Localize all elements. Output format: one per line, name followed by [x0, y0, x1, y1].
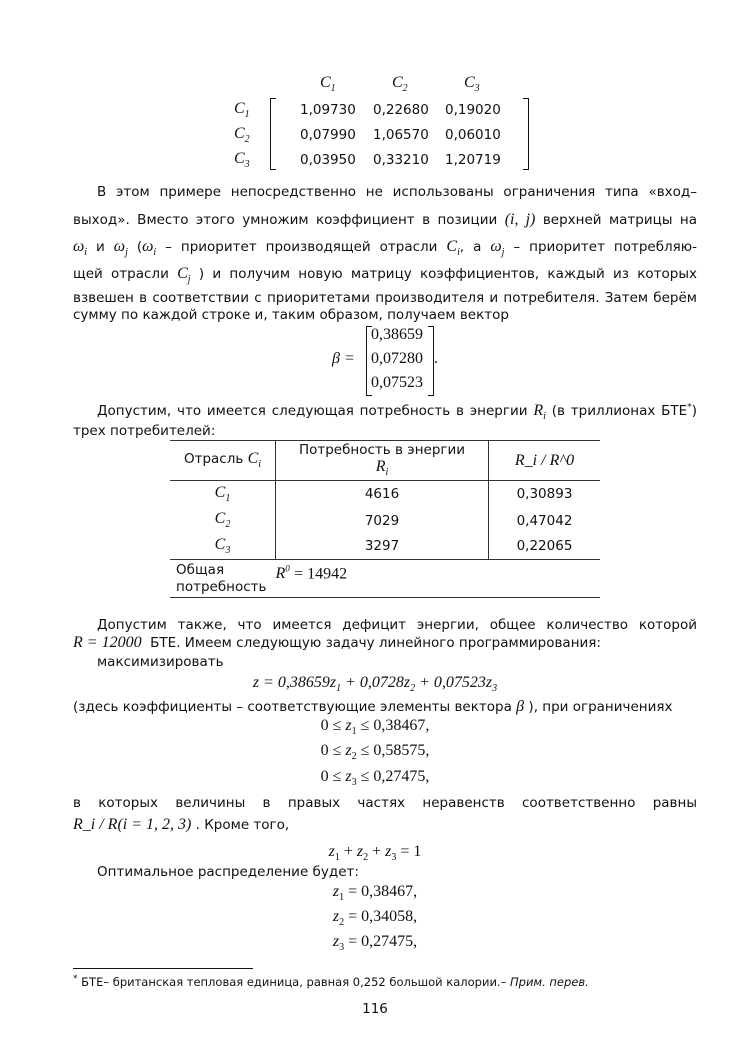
table-row: $C_1$ 4616 0,30893 — [170, 481, 600, 508]
text: щей отрасли — [73, 266, 169, 282]
paragraph-line: $\omega_i$ и $\omega_j$ ($\omega_i$ – приоритет производящей отрасли $C_i$, а $\omega_j$ – приоритет потребляю- — [73, 238, 698, 259]
paragraph-line: максимизировать — [97, 654, 224, 670]
share-header: R_i / R^0 — [514, 451, 575, 469]
col-header: $C_2$ — [392, 74, 408, 95]
text: БТЕ. Имеем следующую задачу линейного программирования: — [150, 635, 601, 651]
paragraph-line: Допустим также, что имеется дефицит энергии, общее количество которой — [97, 617, 697, 633]
col-header: $C_3$ — [464, 74, 480, 95]
energy-demand-table — [170, 440, 600, 598]
math: R = 12000 — [73, 634, 142, 651]
paragraph-line: сумму по каждой строке и, таким образом, получаем вектор — [73, 307, 509, 323]
row-label: $C_3$ — [234, 150, 250, 171]
total-row: Общая потребность $R^0 = 14942$ — [170, 560, 600, 598]
math: $\omega_i$ — [73, 238, 88, 259]
cell: 0,19020 — [445, 102, 501, 118]
objective-function: $z = 0,38659z_1 + 0,0728z_2 + 0,07523z_3$ — [252, 674, 498, 695]
text: (в триллионах БТЕ*) — [551, 402, 697, 419]
text: , а — [459, 239, 482, 255]
footnote: * БТЕ– британская тепловая единица, равная 0,252 большой калории.– Прим. перев. — [73, 974, 589, 989]
paragraph-line — [73, 634, 697, 652]
paragraph-line — [73, 211, 697, 229]
cell: 0,07990 — [300, 127, 356, 143]
vector-value: 0,07280 — [371, 350, 423, 367]
paragraph-line: взвешен в соответствии с приоритетами производителя и потребителя. Затем берём — [73, 290, 697, 306]
math: $C_i$ — [446, 238, 460, 259]
left-bracket — [270, 98, 276, 170]
col-header: $C_1$ — [320, 74, 336, 95]
cell: 0,06010 — [445, 127, 501, 143]
right-bracket — [523, 98, 529, 170]
text: выход». Вместо этого умножим коэффициент в позиции — [73, 212, 498, 228]
optimal-value: $z_1 = 0,38467$, — [332, 883, 418, 904]
constraint: $0 \le z_3 \le 0,27475$, — [320, 768, 430, 789]
math: (i, j) — [504, 211, 536, 228]
cell: 1,09730 — [300, 102, 356, 118]
row-label: $C_2$ — [234, 125, 250, 146]
text: – приоритет потребляю- — [513, 239, 698, 255]
math: $\omega_j$ — [113, 238, 128, 259]
paragraph-line — [73, 402, 697, 422]
optimal-value: $z_3 = 0,27475$, — [332, 933, 418, 954]
text: Допустим, что имеется следующая потребность в энергии — [97, 403, 528, 419]
cell: 0,22680 — [373, 102, 429, 118]
cell: 0,03950 — [300, 152, 356, 168]
paragraph-line: трех потребителей: — [73, 423, 216, 439]
header-cell: Отрасль $C_i$ — [170, 441, 276, 481]
constraint: $0 \le z_2 \le 0,58575$, — [320, 742, 430, 763]
vector-value: 0,07523 — [371, 374, 423, 391]
beta-symbol: β = — [332, 350, 355, 367]
page-number: 116 — [362, 1001, 388, 1017]
text: и — [96, 239, 105, 255]
text: – приоритет производящей отрасли — [165, 239, 438, 255]
cell: 1,20719 — [445, 152, 501, 168]
vector-value: 0,38659 — [371, 326, 423, 343]
math: $\omega_j$ — [490, 238, 505, 259]
paragraph-line — [73, 265, 697, 285]
footnote-divider — [73, 968, 253, 969]
header-cell: Потребность в энергии $R_i$ — [276, 441, 489, 481]
text: ) и получим новую матрицу коэффициентов, каждый из которых — [198, 266, 697, 282]
cell: 0,33210 — [373, 152, 429, 168]
sum-equation: $z_1 + z_2 + z_3 = 1$ — [328, 843, 422, 864]
math: $C_j$ — [177, 265, 191, 286]
optimal-value: $z_2 = 0,34058$, — [332, 908, 418, 929]
paragraph-line: Оптимальное распределение будет: — [97, 864, 359, 880]
paragraph-line: в которых величины в правых частях неравенств соответственно равны — [73, 795, 697, 811]
header-cell — [489, 441, 601, 481]
text: верхней матрицы на — [542, 212, 698, 228]
paragraph-line: R_i / R(i = 1, 2, 3) . Кроме того, — [73, 816, 290, 833]
paragraph-line: В этом примере непосредственно не использованы ограничения типа «вход– — [97, 184, 697, 200]
cell: 1,06570 — [373, 127, 429, 143]
math: $R_i$ — [533, 402, 546, 423]
table-row: $C_3$ 3297 0,22065 — [170, 534, 600, 560]
constraint: $0 \le z_1 \le 0,38467$, — [320, 717, 430, 738]
row-label: $C_1$ — [234, 100, 250, 121]
paragraph-line: (здесь коэффициенты – соответствующие элементы вектора β ), при ограничениях — [73, 698, 673, 715]
math: $\omega_i$ — [142, 238, 157, 259]
table-row: $C_2$ 7029 0,47042 — [170, 508, 600, 534]
period: . — [434, 350, 438, 367]
